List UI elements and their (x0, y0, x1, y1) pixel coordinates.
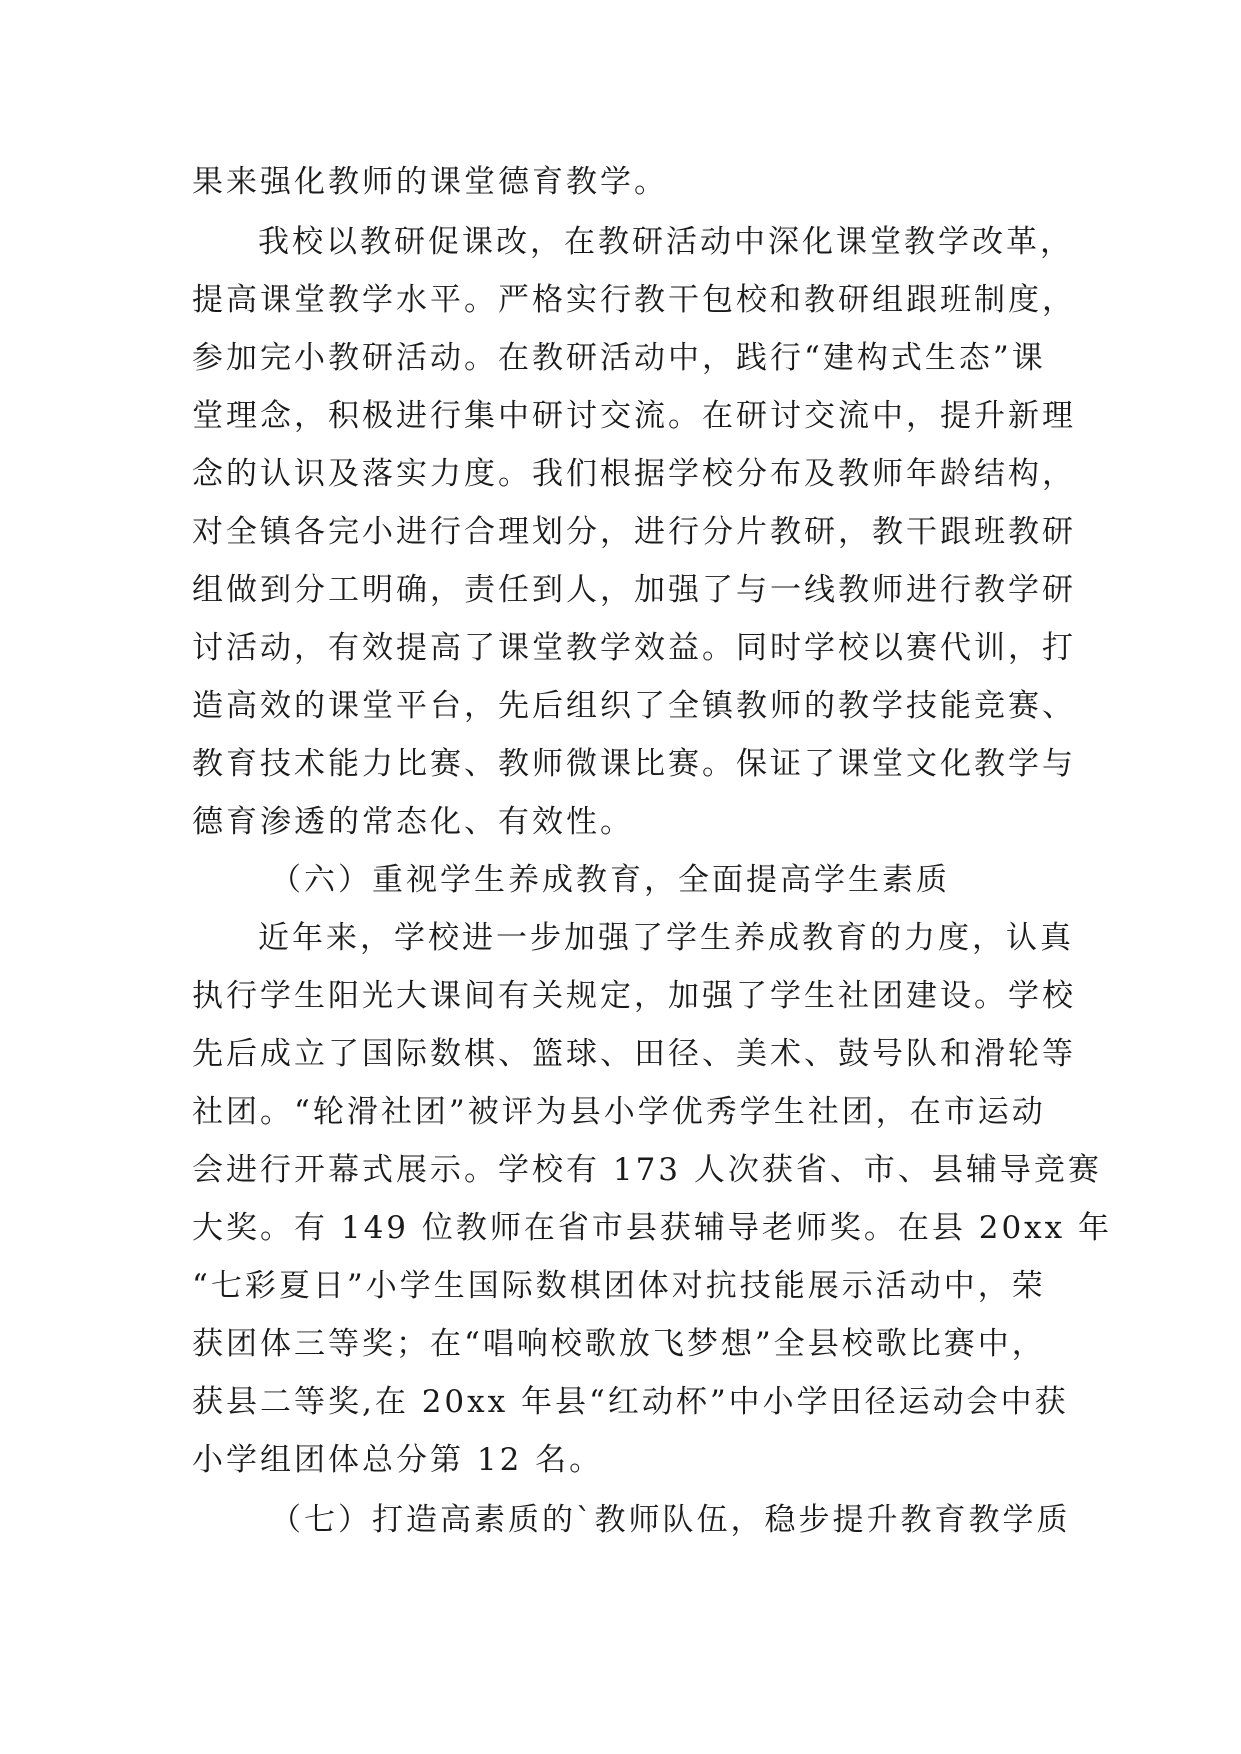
text-line: 大奖。有 149 位教师在省市县获辅导老师奖。在县 20xx 年 (192, 1210, 1112, 1246)
text-line: 近年来，学校进一步加强了学生养成教育的力度，认真 (258, 920, 1074, 956)
text-line: 参加完小教研活动。在教研活动中，践行“建构式生态”课 (192, 340, 1046, 376)
text-line: 堂理念，积极进行集中研讨交流。在研讨交流中，提升新理 (192, 398, 1076, 434)
section-heading: （六）重视学生养成教育，全面提高学生素质 (270, 862, 950, 898)
text-line: 获县二等奖,在 20xx 年县“红动杯”中小学田径运动会中获 (192, 1384, 1069, 1420)
text-line: “七彩夏日”小学生国际数棋团体对抗技能展示活动中，荣 (192, 1268, 1046, 1304)
text-line: 会进行开幕式展示。学校有 173 人次获省、市、县辅导竞赛 (192, 1152, 1102, 1188)
text-line: 先后成立了国际数棋、篮球、田径、美术、鼓号队和滑轮等 (192, 1036, 1076, 1072)
text-line: 造高效的课堂平台，先后组织了全镇教师的教学技能竞赛、 (192, 688, 1076, 724)
text-line: 组做到分工明确，责任到人，加强了与一线教师进行教学研 (192, 572, 1076, 608)
text-line: 念的认识及落实力度。我们根据学校分布及教师年龄结构， (192, 456, 1076, 492)
text-line: 讨活动，有效提高了课堂教学效益。同时学校以赛代训，打 (192, 630, 1076, 666)
text-line: 获团体三等奖；在“唱响校歌放飞梦想”全县校歌比赛中， (192, 1326, 1046, 1362)
text-line: 执行学生阳光大课间有关规定，加强了学生社团建设。学校 (192, 978, 1076, 1014)
text-line: 果来强化教师的课堂德育教学。 (192, 164, 668, 200)
text-line: 教育技术能力比赛、教师微课比赛。保证了课堂文化教学与 (192, 746, 1076, 782)
text-line: 德育渗透的常态化、有效性。 (192, 804, 634, 840)
text-line: 提高课堂教学水平。严格实行教干包校和教研组跟班制度， (192, 282, 1076, 318)
text-line: 社团。“轮滑社团”被评为县小学优秀学生社团，在市运动 (192, 1094, 1046, 1130)
text-line: 小学组团体总分第 12 名。 (192, 1442, 604, 1478)
text-line: 我校以教研促课改，在教研活动中深化课堂教学改革， (258, 224, 1074, 260)
section-heading: （七）打造高素质的`教师队伍，稳步提升教育教学质 (270, 1502, 1071, 1538)
text-line: 对全镇各完小进行合理划分，进行分片教研，教干跟班教研 (192, 514, 1076, 550)
